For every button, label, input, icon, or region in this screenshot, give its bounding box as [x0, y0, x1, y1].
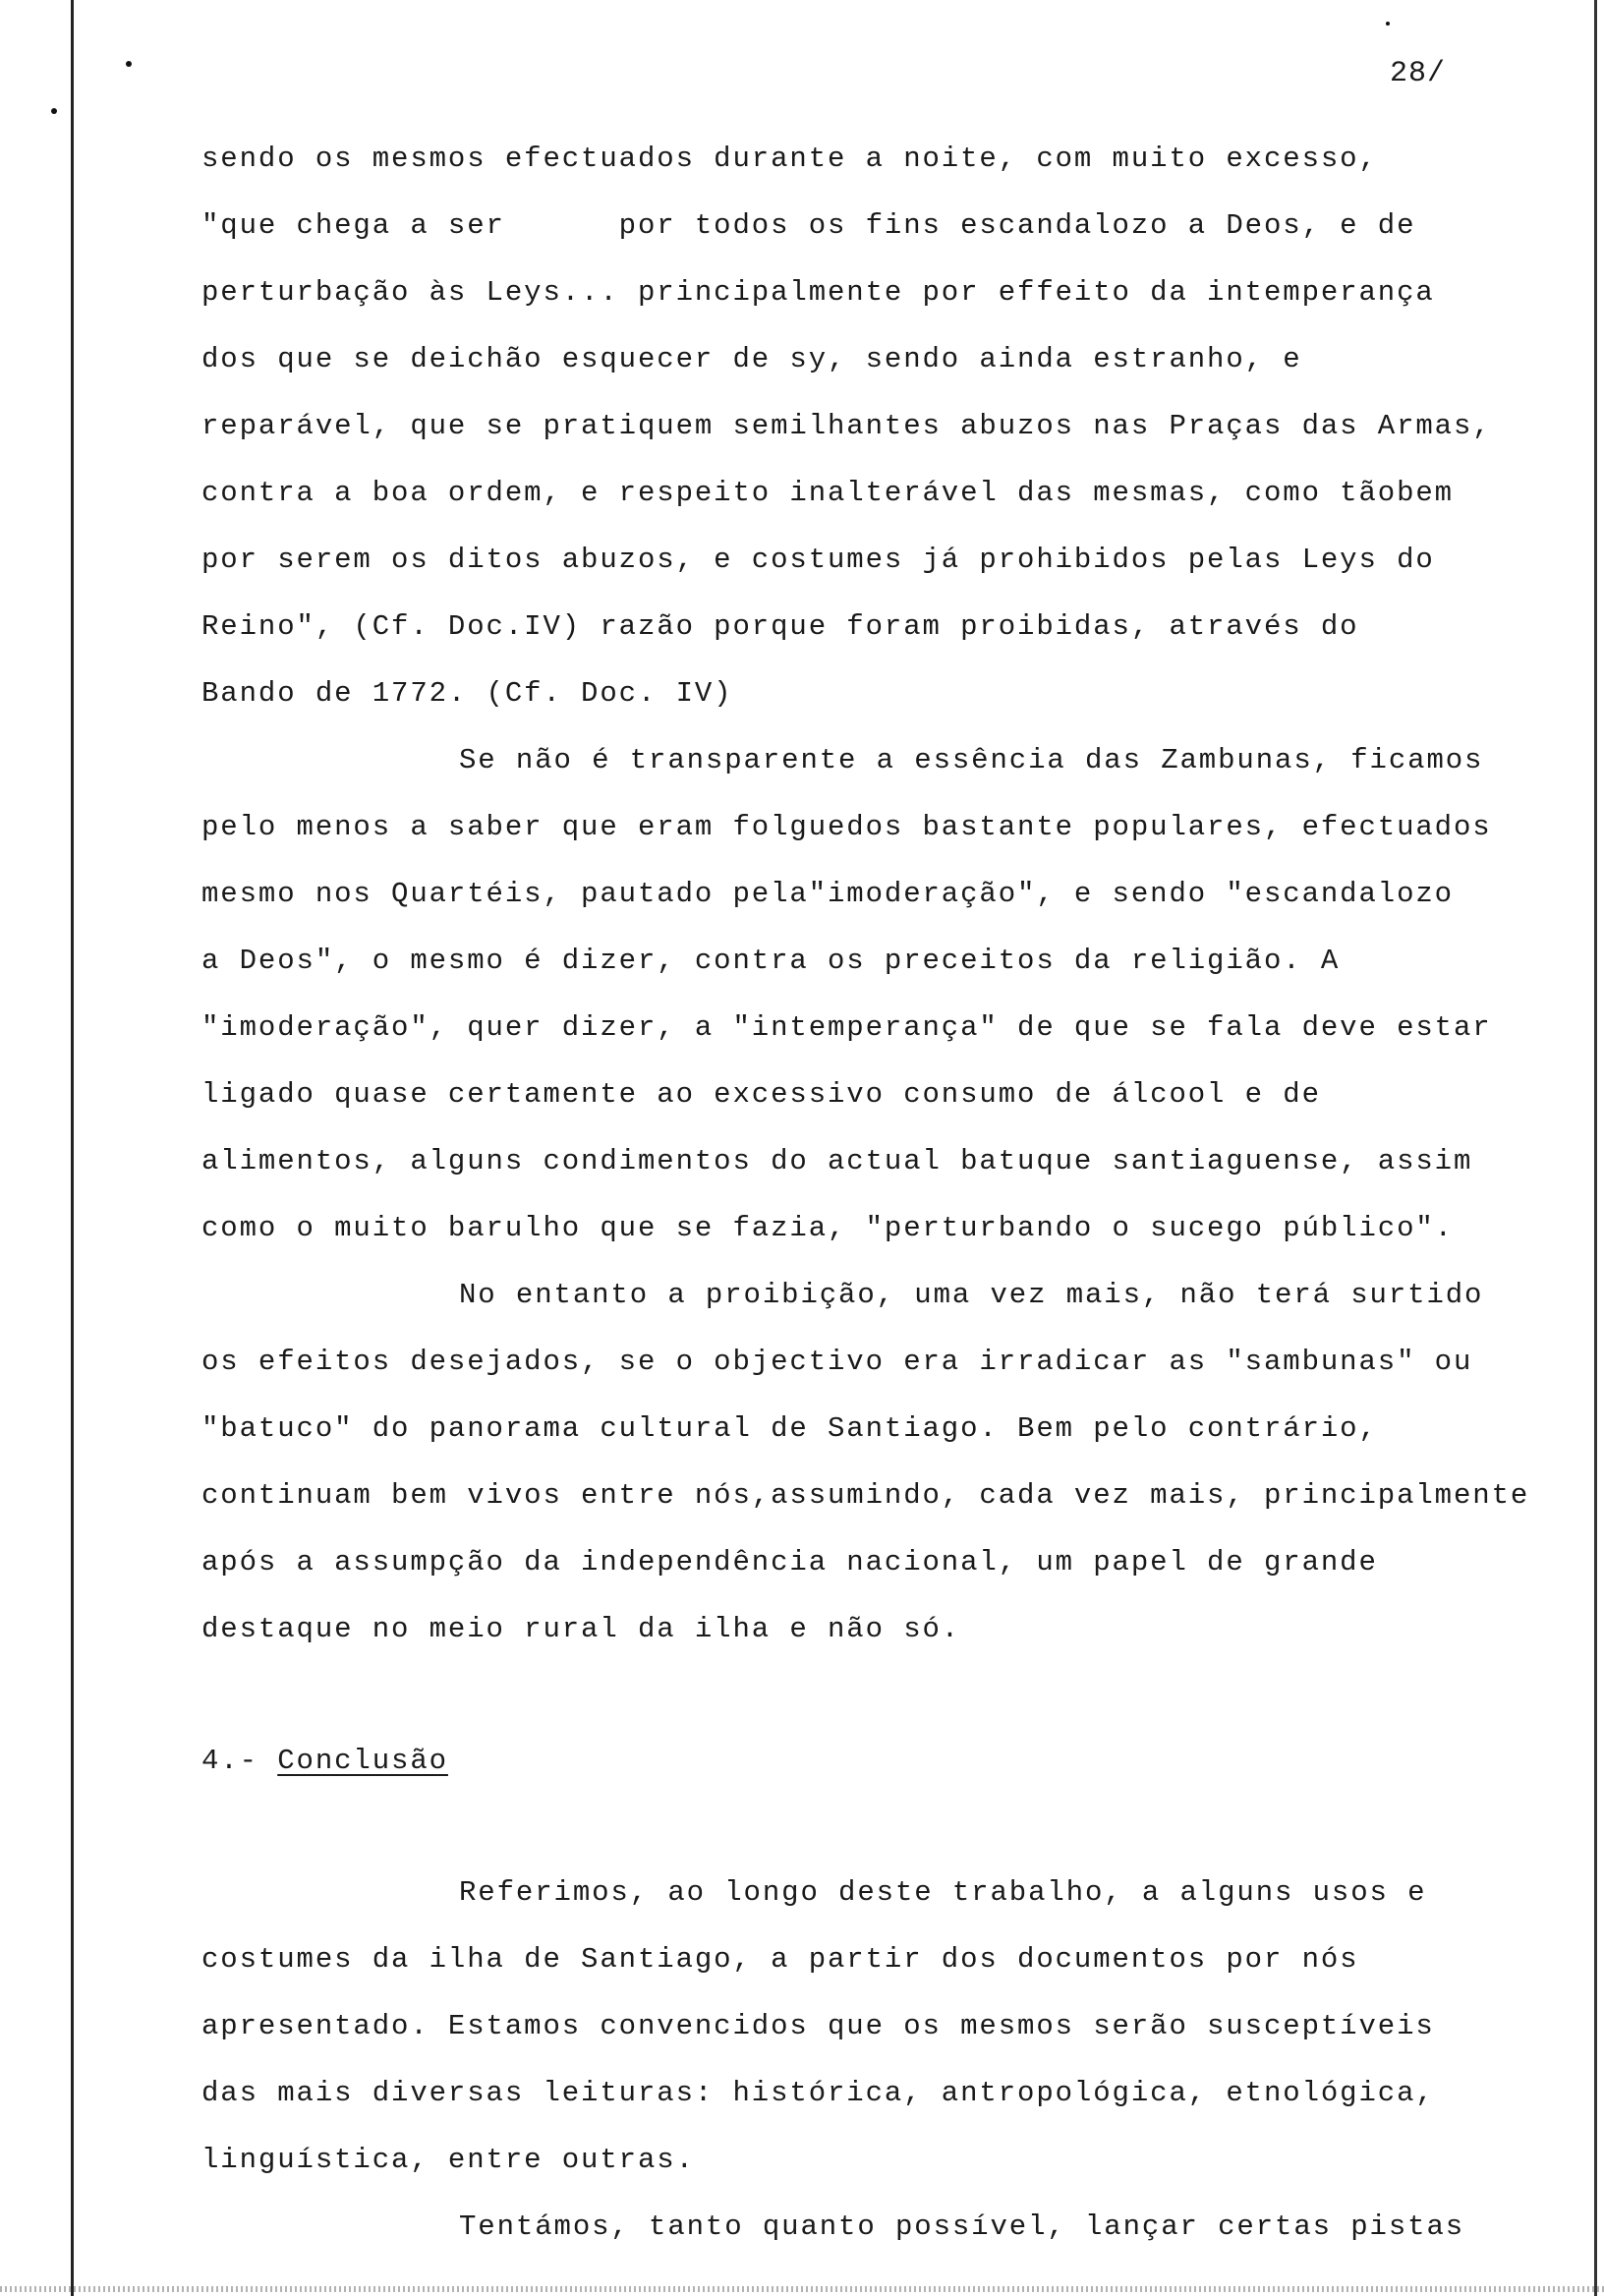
paragraph-3	[201, 1262, 1592, 1663]
text-line: ligado quase certamente ao excessivo consumo de álcool e de	[201, 1078, 1321, 1111]
text-line: reparável, que se pratiquem semilhantes abuzos nas Praças das Armas,	[201, 410, 1492, 442]
text-line: linguística, entre outras.	[201, 2144, 695, 2176]
text-line: pelo menos a saber que eram folguedos bastante populares, efectuados	[201, 811, 1492, 843]
scan-speck	[1386, 22, 1390, 26]
scan-speck	[51, 108, 57, 114]
text-line: os efeitos desejados, se o objectivo era irradicar as "sambunas" ou	[201, 1346, 1473, 1378]
text-line: No entanto a proibição, uma vez mais, não terá surtido	[459, 1279, 1484, 1311]
left-margin-rule	[71, 0, 74, 2296]
section-heading	[201, 1728, 1592, 1795]
text-line: após a assumpção da independência nacional, um papel de grande	[201, 1546, 1378, 1578]
text-line: das mais diversas leituras: histórica, antropológica, etnológica,	[201, 2077, 1435, 2109]
text-line: Bando de 1772. (Cf. Doc. IV)	[201, 677, 733, 710]
scan-speck	[126, 61, 132, 67]
text-line: como o muito barulho que se fazia, "perturbando o sucego público".	[201, 1212, 1454, 1244]
section-number: 4.-	[201, 1745, 278, 1777]
text-line: dos que se deichão esquecer de sy, sendo ainda estranho, e	[201, 343, 1302, 375]
document-body	[201, 126, 1592, 2261]
text-line: Se não é transparente a essência das Zambunas, ficamos	[459, 744, 1484, 776]
section-title: Conclusão	[277, 1745, 448, 1777]
text-line: "que chega a ser por todos os fins escandalozo a Deos, e de	[201, 209, 1416, 242]
paragraph-4	[201, 1860, 1592, 2194]
paragraph-2	[201, 727, 1592, 1262]
text-line: Tentámos, tanto quanto possível, lançar certas pistas	[459, 2210, 1465, 2243]
text-line: Reino", (Cf. Doc.IV) razão porque foram proibidas, através do	[201, 610, 1359, 643]
text-line: Referimos, ao longo deste trabalho, a alguns usos e	[459, 1876, 1427, 1909]
right-edge-rule	[1594, 0, 1597, 2296]
text-line: apresentado. Estamos convencidos que os mesmos serão susceptíveis	[201, 2010, 1435, 2042]
text-line: a Deos", o mesmo é dizer, contra os preceitos da religião. A	[201, 945, 1341, 977]
text-line: sendo os mesmos efectuados durante a noite, com muito excesso,	[201, 143, 1378, 175]
text-line: alimentos, alguns condimentos do actual batuque santiaguense, assim	[201, 1145, 1473, 1177]
text-line: costumes da ilha de Santiago, a partir dos documentos por nós	[201, 1943, 1359, 1976]
paragraph-5	[201, 2194, 1592, 2261]
scan-edge-noise	[0, 2286, 1604, 2292]
text-line: continuam bem vivos entre nós,assumindo, cada vez mais, principalmente	[201, 1479, 1530, 1512]
page-number: 28/	[1390, 57, 1447, 90]
paragraph-1	[201, 126, 1592, 727]
text-line: destaque no meio rural da ilha e não só.	[201, 1613, 961, 1645]
text-line: perturbação às Leys... principalmente por effeito da intemperança	[201, 276, 1435, 309]
text-line: mesmo nos Quartéis, pautado pela"imoderação", e sendo "escandalozo	[201, 878, 1454, 910]
text-line: por serem os ditos abuzos, e costumes já prohibidos pelas Leys do	[201, 544, 1435, 576]
text-line: "imoderação", quer dizer, a "intemperança" de que se fala deve estar	[201, 1011, 1492, 1044]
text-line: "batuco" do panorama cultural de Santiago. Bem pelo contrário,	[201, 1412, 1378, 1445]
text-line: contra a boa ordem, e respeito inalterável das mesmas, como tãobem	[201, 477, 1454, 509]
